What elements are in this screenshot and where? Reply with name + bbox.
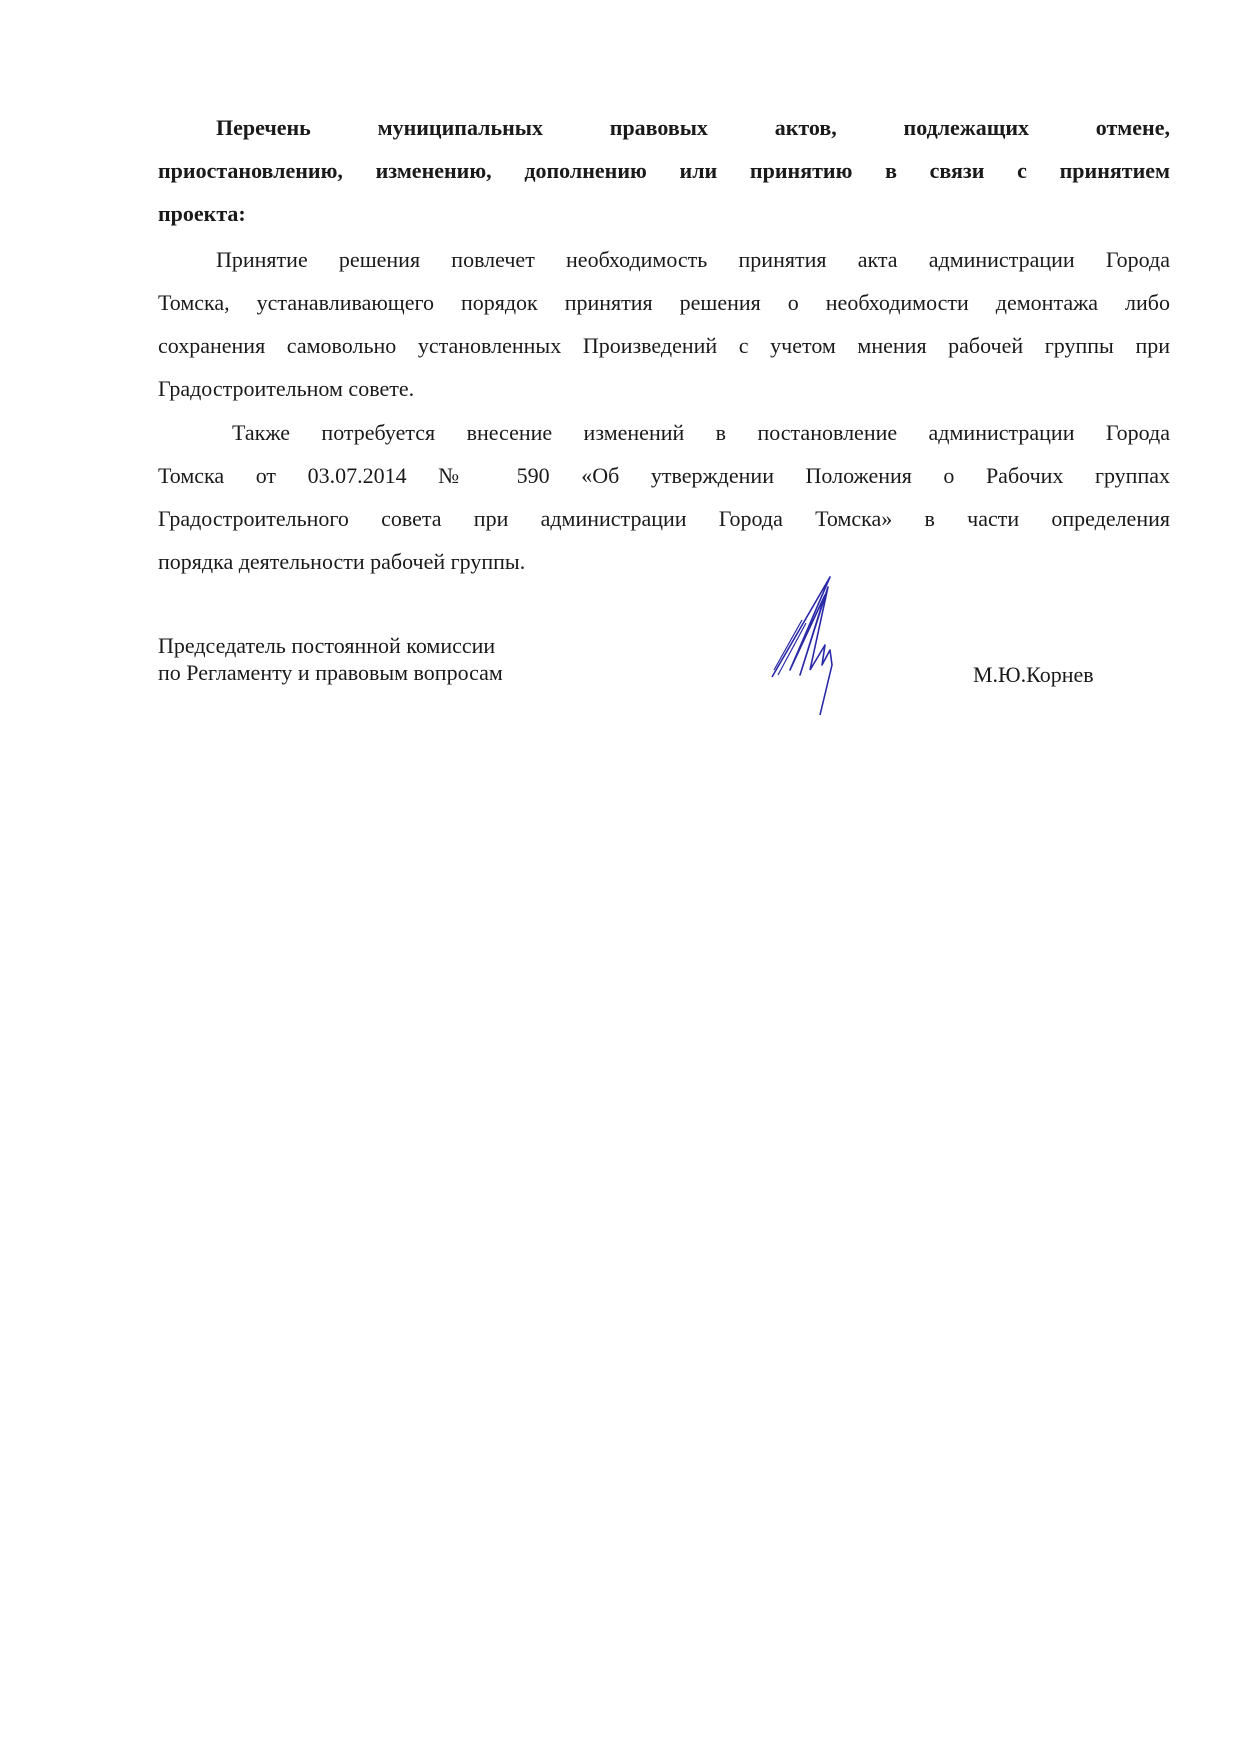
position-line: по Регламенту и правовым вопросам — [158, 660, 503, 685]
paragraph-line: Градостроительном совете. — [158, 376, 415, 401]
paragraph-1 — [158, 238, 1170, 410]
section-title — [158, 106, 1170, 235]
title-line: приостановлению, изменению, дополнению или принятию в связи с принятием — [158, 158, 1170, 183]
signatory-position — [158, 632, 503, 686]
signatory-name: М.Ю.Корнев — [973, 662, 1094, 687]
paragraph-2 — [158, 411, 1170, 583]
handwritten-signature — [770, 575, 860, 715]
paragraph-line: Градостроительного совета при администрации Города Томска» в части определения — [158, 506, 1170, 531]
position-line: Председатель постоянной комиссии — [158, 633, 496, 658]
paragraph-line: Томска от 03.07.2014 № 590 «Об утверждении Положения о Рабочих группах — [158, 463, 1170, 488]
paragraph-line: Также потребуется внесение изменений в постановление администрации Города — [232, 420, 1170, 445]
title-line: Перечень муниципальных правовых актов, подлежащих отмене, — [216, 115, 1170, 140]
title-line: проекта: — [158, 201, 246, 226]
paragraph-line: Томска, устанавливающего порядок принятия решения о необходимости демонтажа либо — [158, 290, 1170, 315]
paragraph-line: порядка деятельности рабочей группы. — [158, 549, 526, 574]
paragraph-line: Принятие решения повлечет необходимость принятия акта администрации Города — [216, 247, 1170, 272]
paragraph-line: сохранения самовольно установленных Произведений с учетом мнения рабочей группы при — [158, 333, 1170, 358]
